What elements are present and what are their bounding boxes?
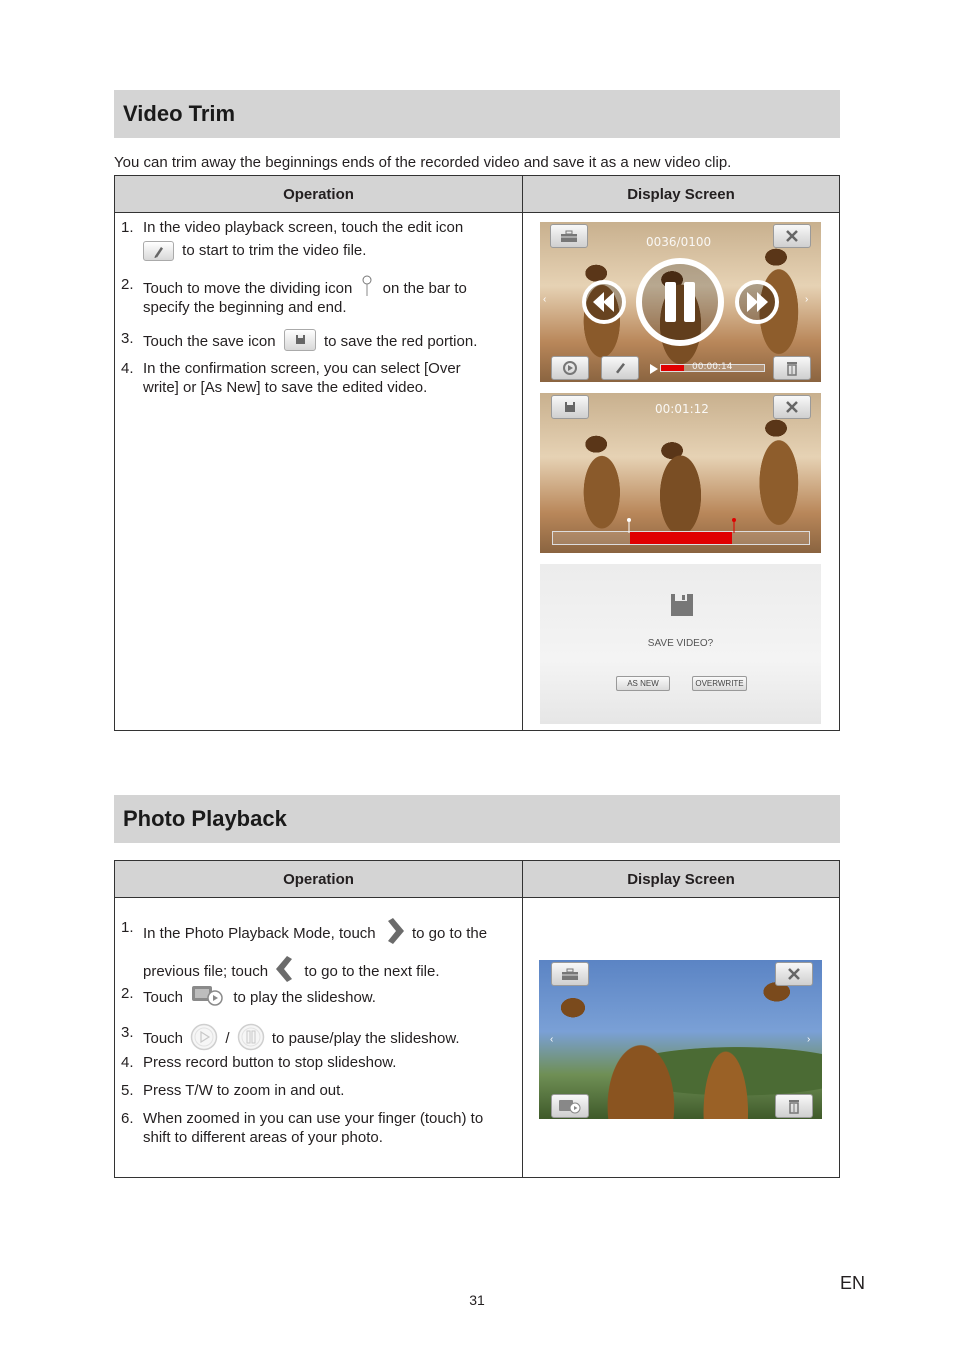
- photo-playback-screen: [539, 960, 822, 1119]
- right-arrow-icon[interactable]: ›: [805, 294, 809, 305]
- col-header-display: Display Screen: [523, 176, 840, 213]
- close-icon: [785, 400, 799, 414]
- play-marker-icon: [648, 363, 660, 375]
- playback-controls: [580, 254, 785, 350]
- edit-icon: [143, 241, 174, 261]
- display-cell: [523, 213, 840, 731]
- page-number: 31: [469, 1292, 485, 1308]
- replay-icon: [561, 359, 579, 377]
- trim-selection: [630, 532, 732, 544]
- edit-icon: [611, 360, 629, 376]
- delete-button[interactable]: [775, 1094, 813, 1118]
- pause-circle-icon: [237, 1023, 265, 1051]
- col-header-operation: Operation: [115, 861, 523, 898]
- save-icon: [671, 594, 693, 616]
- previous-arrow-icon[interactable]: ‹: [550, 1034, 554, 1045]
- overwrite-button[interactable]: OVERWRITE: [692, 676, 747, 691]
- operation-cell: 1. In the Photo Playback Mode, touch to go to the previous file; touch to go to the next file. 2. Touch to play the slideshow. 3. Touch / to pause/play the slideshow. 4. Press record button to stop slideshow. 5. Press T/W to zoom in and out. 6. When zoomed in you can use your finger (touch) to shift to different areas of your photo.: [115, 898, 523, 1178]
- intro-text: You can trim away the beginnings ends of the recorded video and save it as a new video clip.: [114, 154, 732, 171]
- video-playback-screen: [540, 222, 821, 382]
- section-title: Photo Playback: [123, 806, 287, 831]
- next-arrow-icon[interactable]: ›: [807, 1034, 811, 1045]
- photo-playback-table: [114, 860, 840, 1178]
- video-trim-table: [114, 175, 840, 731]
- clip-time: 00:01:12: [655, 402, 709, 416]
- toolbox-icon: [559, 966, 581, 982]
- chevron-right-icon: [383, 918, 405, 944]
- save-video-dialog: [540, 564, 821, 724]
- file-counter: 0036/0100: [646, 235, 712, 249]
- close-button[interactable]: [773, 395, 811, 419]
- pause-icon[interactable]: [639, 261, 721, 343]
- elapsed-time: 00:00:14: [692, 362, 733, 372]
- fast-forward-icon[interactable]: [737, 282, 777, 322]
- rewind-icon[interactable]: [584, 282, 624, 322]
- video-trim-header: [114, 90, 840, 138]
- menu-button[interactable]: [551, 962, 589, 986]
- chevron-left-icon: [275, 956, 297, 982]
- play-circle-icon: [190, 1023, 218, 1051]
- save-icon: [563, 400, 577, 414]
- display-cell: [523, 898, 840, 1178]
- save-icon: [284, 329, 316, 351]
- photo-playback-header: [114, 795, 840, 843]
- close-button[interactable]: [775, 962, 813, 986]
- dividing-marker-icon[interactable]: [730, 517, 738, 533]
- progress-fill: [661, 365, 684, 371]
- close-icon: [787, 967, 801, 981]
- save-button[interactable]: [551, 395, 589, 419]
- close-button[interactable]: [773, 224, 811, 248]
- language-tag: EN: [840, 1273, 866, 1293]
- as-new-button[interactable]: AS NEW: [616, 676, 670, 691]
- trash-icon: [785, 360, 799, 376]
- operation-cell: 1. In the video playback screen, touch the edit icon to start to trim the video file. 2. Touch to move the dividing icon on the bar to specify the beginning and end. 3. Touch the save icon to save the red portion. 4. In the confirmation screen, you can select [Over write] or [As New] to save the edited video.: [115, 213, 523, 731]
- slideshow-icon: [191, 984, 225, 1006]
- replay-button[interactable]: [551, 356, 589, 380]
- toolbox-icon: [558, 228, 580, 244]
- col-header-operation: Operation: [115, 176, 523, 213]
- trash-icon: [787, 1098, 801, 1114]
- col-header-display: Display Screen: [523, 861, 840, 898]
- close-icon: [785, 229, 799, 243]
- edit-button[interactable]: [601, 356, 639, 380]
- video-trim-screen: [540, 393, 821, 553]
- dividing-marker-icon[interactable]: [625, 517, 633, 533]
- section-title: Video Trim: [123, 101, 236, 126]
- left-arrow-icon[interactable]: ‹: [543, 294, 547, 305]
- slideshow-icon: [558, 1098, 582, 1114]
- menu-button[interactable]: [550, 224, 588, 248]
- delete-button[interactable]: [773, 356, 811, 380]
- trim-bar[interactable]: [552, 531, 810, 545]
- slideshow-button[interactable]: [551, 1094, 589, 1118]
- save-prompt: SAVE VIDEO?: [647, 638, 714, 649]
- dividing-marker-icon: [360, 275, 374, 297]
